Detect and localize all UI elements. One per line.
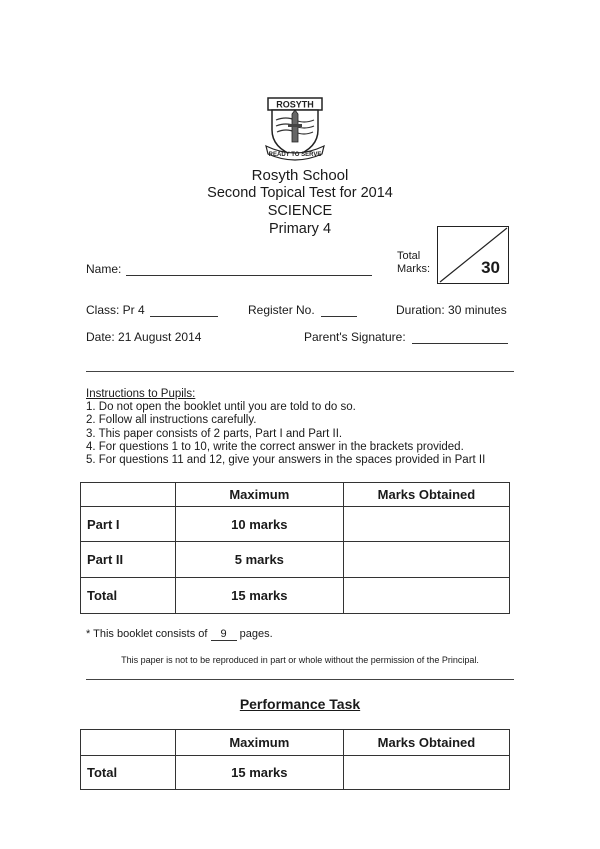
name-label: Name:: [86, 262, 122, 276]
table-cell: 15 marks: [175, 578, 343, 614]
table-cell-obtained[interactable]: [343, 756, 509, 790]
table-cell-obtained[interactable]: [343, 507, 509, 542]
table-row: [81, 542, 510, 578]
name-field[interactable]: [126, 275, 372, 276]
svg-text:ROSYTH: ROSYTH: [276, 99, 314, 110]
level: Primary 4: [268, 221, 332, 237]
instruction-item: 5. For questions 11 and 12, give your answers in the spaces provided in Part II: [86, 454, 486, 467]
booklet-pages: * This booklet consists of 9 pages.: [86, 628, 273, 640]
performance-table: [80, 729, 510, 790]
signature-label: Parent's Signature:: [304, 330, 406, 344]
permission-note: This paper is not to be reproduced in part or whole without the permission of the Principal.: [121, 655, 479, 665]
table-header-cell: Marks Obtained: [343, 483, 509, 507]
school-name: Rosyth School: [251, 167, 349, 184]
table-header-cell: Maximum: [175, 483, 343, 507]
table-cell: 10 marks: [175, 507, 343, 542]
pages-value: 9: [211, 628, 237, 641]
subject: SCIENCE: [267, 203, 333, 219]
svg-text:READY TO SERVE: READY TO SERVE: [268, 152, 322, 158]
instruction-item: 3. This paper consists of 2 parts, Part I and Part II.: [86, 427, 343, 440]
table-header-cell: [81, 483, 176, 507]
class-field[interactable]: [150, 316, 218, 317]
date: Date: 21 August 2014: [86, 330, 202, 344]
table-row: [81, 756, 510, 790]
instructions: [86, 388, 485, 467]
table-header-cell: Marks Obtained: [343, 730, 509, 756]
table-row: [81, 507, 510, 542]
table-cell-obtained[interactable]: [343, 578, 509, 614]
total-marks-box: [437, 226, 509, 284]
register-label: Register No.: [248, 303, 315, 317]
table-header-cell: [81, 730, 176, 756]
class-label: Class: Pr 4: [86, 303, 145, 317]
school-crest: [262, 96, 328, 162]
table-cell: Total: [81, 578, 176, 614]
total-marks-label: Total Marks:: [397, 250, 430, 275]
divider: [86, 371, 514, 372]
instruction-item: 1. Do not open the booklet until you are told to do so.: [86, 401, 356, 414]
table-cell: 5 marks: [175, 542, 343, 578]
table-header-cell: Maximum: [175, 730, 343, 756]
duration: Duration: 30 minutes: [396, 303, 507, 317]
register-field[interactable]: [321, 316, 357, 317]
instruction-item: 2. Follow all instructions carefully.: [86, 414, 257, 427]
test-title: Second Topical Test for 2014: [207, 185, 393, 201]
total-marks-value: 30: [481, 258, 500, 277]
table-header-row: [81, 483, 510, 507]
table-row: [81, 578, 510, 614]
marks-table: [80, 482, 510, 614]
table-header-row: [81, 730, 510, 756]
table-cell: Total: [81, 756, 176, 790]
divider: [86, 679, 514, 680]
table-cell-obtained[interactable]: [343, 542, 509, 578]
performance-title: Performance Task: [239, 696, 361, 712]
signature-field[interactable]: [412, 343, 508, 344]
instruction-item: 4. For questions 1 to 10, write the correct answer in the brackets provided.: [86, 440, 464, 453]
instructions-heading: Instructions to Pupils:: [86, 388, 196, 400]
table-cell: Part II: [81, 542, 176, 578]
table-cell: Part I: [81, 507, 176, 542]
table-cell: 15 marks: [175, 756, 343, 790]
